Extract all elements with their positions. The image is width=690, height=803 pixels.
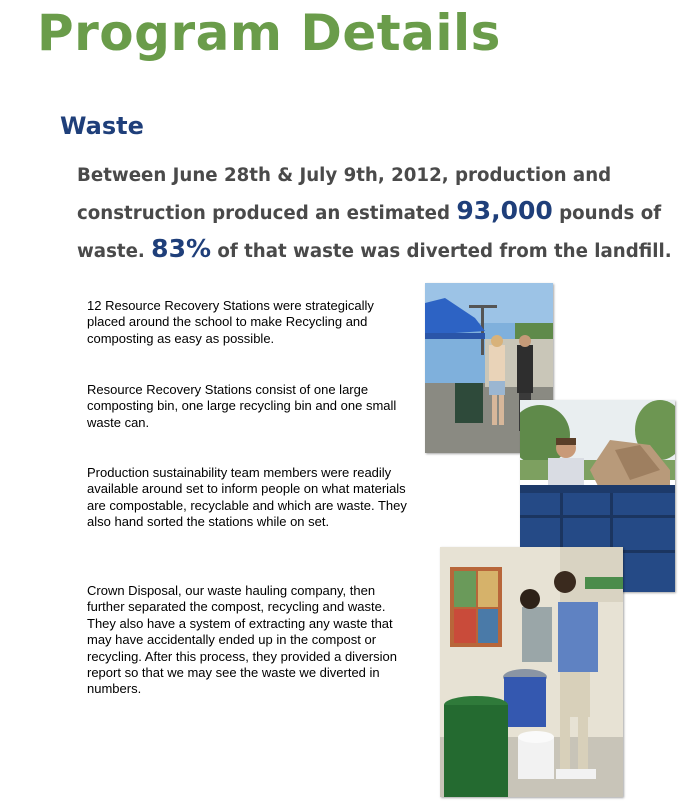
paragraph-crown-disposal: Crown Disposal, our waste hauling company, then further separated the compost, recycling and waste. They also have a system of extracting any waste that may have accidentally ended up in the compost or recycling. After this process, they provided a diversion report so that we may see the waste we diverted in numbers. [87,583,397,697]
lead-statement [77,158,677,269]
pounds-figure: 93,000 [456,196,553,225]
page-title: Program Details [37,4,501,62]
paragraph-station-bins: Resource Recovery Stations consist of one large composting bin, one large recycling bin and one small waste can. [87,382,397,430]
section-heading: Waste [60,112,144,140]
percent-figure: 83% [151,234,212,263]
photo-sorting-bins [440,547,623,797]
lead-text-1: Between June 28th & July 9th, 2012, production and construction produced an estimated [77,165,612,224]
paragraph-team-members: Production sustainability team members were readily available around set to inform people on what materials are compostable, recyclable and which are waste. They also hand sorted the stations while on set. [87,465,407,530]
lead-text-3: of that waste was diverted from the landfill. [211,241,672,262]
lead-text-2: pounds of waste. [77,203,662,262]
paragraph-recovery-stations: 12 Resource Recovery Stations were strategically placed around the school to make Recycling and composting as easy as possible. [87,298,374,346]
